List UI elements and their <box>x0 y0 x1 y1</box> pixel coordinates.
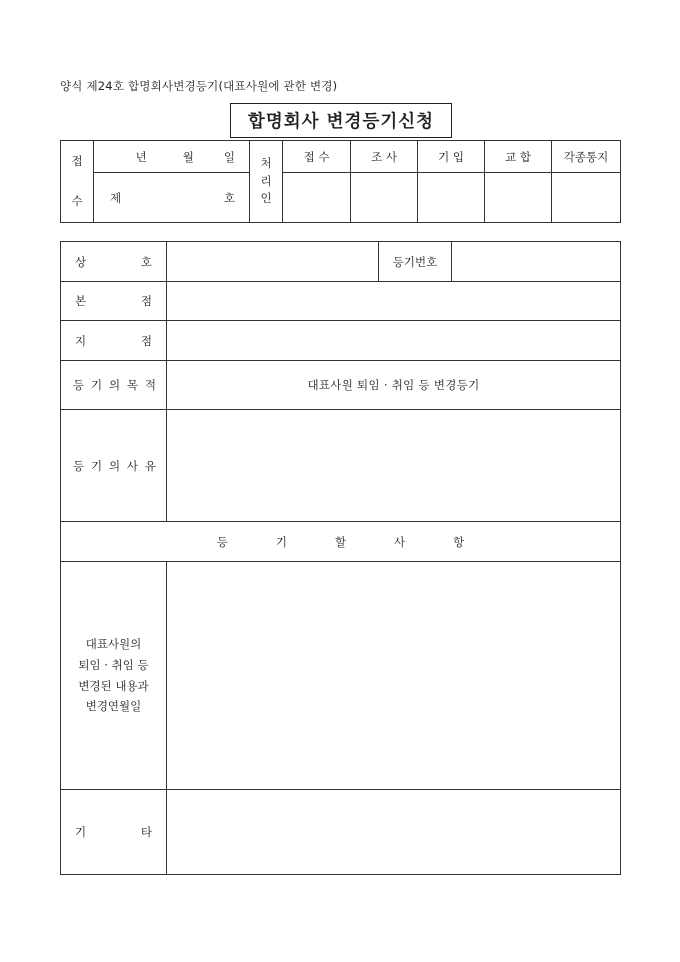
month-label: 월 <box>182 149 194 164</box>
head-office-label <box>61 282 167 321</box>
label-char: 기 <box>90 378 103 392</box>
processor-char: 처 <box>260 155 272 170</box>
receipt-header-investigation: 조 사 <box>351 141 418 173</box>
label-char: 적 <box>144 378 156 392</box>
investigation-sign-cell[interactable] <box>351 173 418 223</box>
label-char: 점 <box>140 294 152 308</box>
receipt-header-entry: 기 입 <box>418 141 485 173</box>
verification-sign-cell[interactable] <box>485 173 552 223</box>
year-label: 년 <box>135 149 147 164</box>
header-char: 등 <box>216 534 228 549</box>
change-details-label <box>61 562 167 790</box>
header-char: 사 <box>394 534 406 549</box>
trade-name-value[interactable] <box>167 242 379 282</box>
form-title: 합명회사 변경등기신청 <box>230 103 452 138</box>
label-char: 등 <box>73 378 85 392</box>
header-char: 항 <box>453 534 465 549</box>
label-char: 등 <box>73 458 85 473</box>
label-char: 타 <box>140 825 152 839</box>
number-prefix-label: 제 <box>110 190 122 205</box>
branch-label <box>61 321 167 361</box>
processor-char: 리 <box>260 173 272 188</box>
label-line: 퇴임 · 취임 등 <box>78 657 149 672</box>
purpose-value[interactable]: 대표사원 퇴임 · 취임 등 변경등기 <box>167 361 621 410</box>
other-value[interactable] <box>167 790 621 875</box>
day-label: 일 <box>223 149 235 164</box>
other-label <box>61 790 167 875</box>
label-char: 기 <box>75 825 87 839</box>
receipt-header-reception: 접 수 <box>283 141 351 173</box>
label-char: 기 <box>90 458 103 473</box>
label-char: 의 <box>108 458 121 473</box>
label-char: 상 <box>75 254 87 269</box>
head-office-value[interactable] <box>167 282 621 321</box>
label-char: 목 <box>126 378 139 392</box>
header-char: 기 <box>275 534 287 549</box>
purpose-label <box>61 361 167 410</box>
label-char: 본 <box>75 294 87 308</box>
header-char: 할 <box>334 534 347 549</box>
processor-label <box>250 141 283 223</box>
processor-char: 인 <box>260 191 272 206</box>
label-line: 대표사원의 <box>85 637 142 652</box>
label-line: 변경연월일 <box>85 699 142 714</box>
reception-sign-cell[interactable] <box>283 173 351 223</box>
label-char: 의 <box>108 378 121 392</box>
registration-number-label: 등기번호 <box>379 242 452 282</box>
label-char: 점 <box>140 333 152 348</box>
receipt-header-verification: 교 합 <box>485 141 552 173</box>
label-char: 지 <box>75 333 87 348</box>
label-line: 변경된 내용과 <box>78 678 149 693</box>
label-char: 호 <box>140 254 152 269</box>
entry-sign-cell[interactable] <box>418 173 485 223</box>
branch-value[interactable] <box>167 321 621 361</box>
receipt-side-char: 수 <box>71 193 83 208</box>
cause-label <box>61 410 167 522</box>
label-char: 사 <box>126 458 139 473</box>
receipt-number-cell[interactable] <box>94 173 250 223</box>
notices-sign-cell[interactable] <box>552 173 621 223</box>
trade-name-label <box>61 242 167 282</box>
receipt-table <box>60 140 621 223</box>
change-details-value[interactable] <box>167 562 621 790</box>
receipt-side-char: 접 <box>71 153 83 168</box>
matters-header <box>61 522 621 562</box>
form-number-label: 양식 제24호 합명회사변경등기(대표사원에 관한 변경) <box>60 79 338 93</box>
registration-table <box>60 241 621 875</box>
receipt-date-cell[interactable] <box>94 141 250 173</box>
number-suffix-label: 호 <box>223 190 235 205</box>
receipt-header-notices: 각종통지 <box>552 141 621 173</box>
label-char: 유 <box>144 458 156 473</box>
cause-value[interactable] <box>167 410 621 522</box>
registration-number-value[interactable] <box>452 242 621 282</box>
receipt-side-label <box>61 141 94 223</box>
